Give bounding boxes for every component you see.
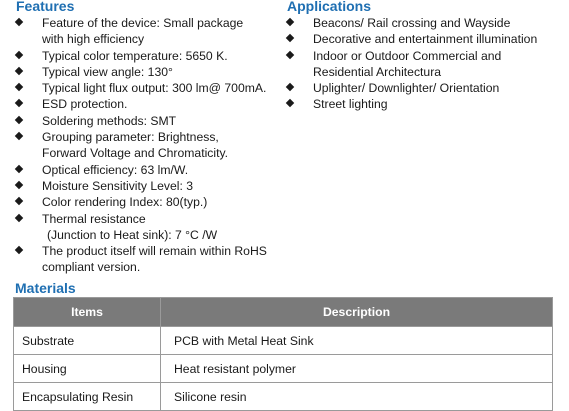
diamond-bullet-icon bbox=[286, 83, 294, 91]
bullet-text: Indoor or Outdoor Commercial and bbox=[313, 48, 502, 63]
bullet-item bbox=[285, 96, 565, 112]
bullet-item bbox=[14, 162, 279, 178]
bullet-text: Uplighter/ Downlighter/ Orientation bbox=[313, 81, 500, 96]
diamond-bullet-icon bbox=[15, 246, 23, 254]
bullet-text: Forward Voltage and Chromaticity. bbox=[42, 146, 229, 161]
description-cell: PCB with Metal Heat Sink bbox=[161, 327, 553, 355]
features-heading: Features bbox=[16, 0, 75, 14]
bullet-item bbox=[14, 194, 279, 210]
item-cell: Housing bbox=[14, 355, 161, 383]
bullet-item bbox=[14, 243, 279, 276]
diamond-bullet-icon bbox=[15, 164, 23, 172]
bullet-text: Feature of the device: Small package bbox=[42, 16, 244, 30]
diamond-bullet-icon bbox=[286, 99, 294, 107]
diamond-bullet-icon bbox=[15, 67, 23, 75]
bullet-text: Thermal resistance bbox=[42, 211, 146, 226]
bullet-item bbox=[285, 15, 565, 31]
column-header-description: Description bbox=[161, 298, 553, 327]
bullet-text: ESD protection. bbox=[42, 97, 128, 112]
bullet-item bbox=[14, 129, 279, 162]
bullet-item bbox=[14, 48, 279, 64]
bullet-item bbox=[285, 48, 565, 81]
bullet-text: Soldering methods: SMT bbox=[42, 113, 177, 128]
bullet-item bbox=[285, 80, 565, 96]
bullet-text: Typical light flux output: 300 lm@ 700mA. bbox=[42, 81, 267, 96]
bullet-text: Typical view angle: 130° bbox=[42, 64, 173, 79]
applications-heading: Applications bbox=[287, 0, 372, 14]
bullet-item bbox=[14, 15, 279, 48]
bullet-text: (Junction to Heat sink): 7 °C /W bbox=[47, 227, 218, 242]
bullet-item bbox=[14, 113, 279, 129]
diamond-bullet-icon bbox=[15, 18, 23, 26]
bullet-item bbox=[285, 31, 565, 47]
diamond-bullet-icon bbox=[15, 213, 23, 221]
diamond-bullet-icon bbox=[15, 99, 23, 107]
table-row bbox=[14, 327, 553, 355]
features-list bbox=[14, 15, 279, 276]
bullet-text: Color rendering Index: 80(typ.) bbox=[42, 195, 208, 210]
diamond-bullet-icon bbox=[286, 50, 294, 58]
table-row bbox=[14, 383, 553, 411]
diamond-bullet-icon bbox=[15, 83, 23, 91]
bullet-item bbox=[14, 96, 279, 112]
bullet-text: Optical efficiency: 63 lm/W. bbox=[42, 162, 189, 177]
bullet-item bbox=[14, 80, 279, 96]
bullet-text: Street lighting bbox=[313, 97, 388, 112]
bullet-text: Grouping parameter: Brightness, bbox=[42, 130, 219, 145]
bullet-item bbox=[14, 211, 279, 244]
diamond-bullet-icon bbox=[15, 132, 23, 140]
bullet-text: Typical color temperature: 5650 K. bbox=[42, 48, 228, 63]
bullet-text: Beacons/ Rail crossing and Wayside bbox=[313, 16, 511, 30]
table-row bbox=[14, 355, 553, 383]
bullet-text: compliant version. bbox=[42, 260, 141, 275]
bullet-text: Residential Architectura bbox=[313, 64, 442, 79]
description-cell: Heat resistant polymer bbox=[161, 355, 553, 383]
column-header-items: Items bbox=[14, 298, 161, 327]
diamond-bullet-icon bbox=[15, 181, 23, 189]
bullet-text: Moisture Sensitivity Level: 3 bbox=[42, 178, 194, 193]
bullet-item bbox=[14, 178, 279, 194]
item-cell: Encapsulating Resin bbox=[14, 383, 161, 411]
diamond-bullet-icon bbox=[286, 18, 294, 26]
materials-table bbox=[13, 297, 553, 411]
diamond-bullet-icon bbox=[286, 34, 294, 42]
bullet-item bbox=[14, 64, 279, 80]
bullet-text: Decorative and entertainment illumination bbox=[313, 32, 538, 47]
materials-heading: Materials bbox=[15, 280, 76, 296]
applications-list bbox=[285, 15, 565, 113]
bullet-text: with high efficiency bbox=[42, 32, 145, 47]
materials-header-row bbox=[14, 298, 553, 327]
item-cell: Substrate bbox=[14, 327, 161, 355]
diamond-bullet-icon bbox=[15, 116, 23, 124]
diamond-bullet-icon bbox=[15, 197, 23, 205]
bullet-text: The product itself will remain within RoHS bbox=[42, 244, 267, 259]
diamond-bullet-icon bbox=[15, 50, 23, 58]
description-cell: Silicone resin bbox=[161, 383, 553, 411]
